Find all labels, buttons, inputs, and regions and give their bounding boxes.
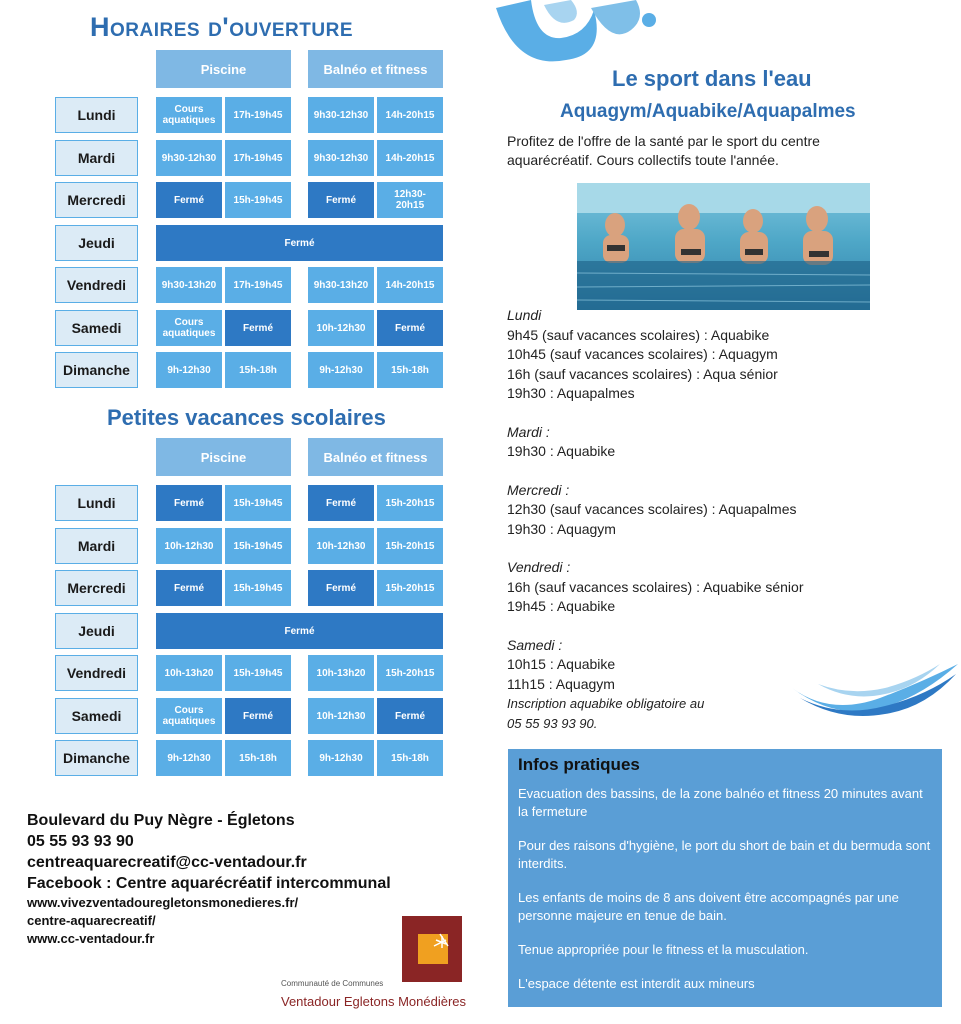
class-schedule: [507, 306, 804, 733]
holidays-title: Petites vacances scolaires: [107, 405, 386, 430]
header-piscine: Piscine: [156, 50, 291, 88]
hours-cell: Fermé: [377, 310, 443, 346]
hours-cell: 15h-20h15: [377, 528, 443, 564]
hours-cell: 9h30-12h30: [156, 140, 222, 176]
day-label: Mardi: [55, 528, 138, 564]
day-label: Samedi: [55, 310, 138, 346]
hours-cell: 15h-19h45: [225, 570, 291, 606]
intro-text: [507, 132, 820, 170]
inscription-note: Inscription aquabike obligatoire au: [507, 696, 705, 711]
hours-cell: Cours aquatiques: [156, 698, 222, 734]
schedule-entry: 16h (sauf vacances scolaires) : Aquabike sénior: [507, 578, 804, 595]
wave-decoration: [790, 658, 960, 720]
infos-pratiques-box: [508, 749, 942, 1007]
address: Boulevard du Puy Nègre - Égletons: [27, 812, 295, 829]
info-relaxation-area: L'espace détente est interdit aux mineurs: [518, 976, 755, 991]
day-label: Dimanche: [55, 740, 138, 776]
hours-cell: 14h-20h15: [377, 97, 443, 133]
phone: 05 55 93 93 90: [27, 833, 134, 850]
sport-subtitle: Aquagym/Aquabike/Aquapalmes: [560, 101, 856, 122]
community-logo: [402, 916, 462, 982]
hours-title: Horaires d'ouverture: [90, 12, 353, 42]
website-1[interactable]: www.vivezventadouregletonsmonedieres.fr/: [27, 895, 299, 910]
hours-cell: Fermé: [156, 485, 222, 521]
day-label: Samedi: [55, 698, 138, 734]
hours-cell: 17h-19h45: [225, 140, 291, 176]
hours-cell: 9h-12h30: [308, 740, 374, 776]
schedule-entry: 16h (sauf vacances scolaires) : Aqua sénior: [507, 365, 778, 382]
logo-caption: Communauté de Communes: [281, 979, 384, 988]
schedule-day: Vendredi :: [507, 559, 571, 575]
day-label: Vendredi: [55, 655, 138, 691]
day-label: Jeudi: [55, 225, 138, 261]
hours-cell: 15h-19h45: [225, 485, 291, 521]
hours-cell: 9h-12h30: [156, 352, 222, 388]
schedule-day-block: [507, 636, 804, 695]
schedule-entry: 19h45 : Aquabike: [507, 598, 616, 614]
hours-cell: 15h-20h15: [377, 570, 443, 606]
sun-rays-icon: [416, 930, 452, 966]
closed-all-day-cell: Fermé: [156, 613, 443, 649]
hours-cell: 17h-19h45: [225, 267, 291, 303]
sport-title: Le sport dans l'eau: [612, 66, 812, 91]
day-label: Mardi: [55, 140, 138, 176]
header-piscine-holidays: Piscine: [156, 438, 291, 476]
hours-cell: 12h30-20h15: [377, 182, 443, 218]
inscription-phone: 05 55 93 93 90.: [507, 715, 598, 731]
hours-cell: 15h-19h45: [225, 182, 291, 218]
schedule-entry: 10h45 (sauf vacances scolaires) : Aquagym: [507, 346, 778, 362]
hours-cell: 17h-19h45: [225, 97, 291, 133]
intro-line-2: aquarécréatif. Cours collectifs toute l'année.: [507, 152, 779, 168]
hours-cell: Fermé: [308, 485, 374, 521]
schedule-day: Lundi: [507, 307, 542, 323]
schedule-day-block: [507, 558, 804, 617]
hours-cell: Fermé: [308, 570, 374, 606]
info-fitness-attire: Tenue appropriée pour le fitness et la musculation.: [518, 942, 809, 957]
schedule-day-block: [507, 306, 804, 404]
hours-cell: 15h-18h: [377, 740, 443, 776]
hours-cell: Cours aquatiques: [156, 97, 222, 133]
day-label: Jeudi: [55, 613, 138, 649]
schedule-entry: 12h30 (sauf vacances scolaires) : Aquapalmes: [507, 501, 797, 517]
hours-cell: 15h-18h: [225, 740, 291, 776]
header-balneo-holidays: Balnéo et fitness: [308, 438, 443, 476]
hours-cell: 15h-20h15: [377, 485, 443, 521]
day-label: Lundi: [55, 97, 138, 133]
logo-name: Ventadour Egletons Monédières: [281, 994, 467, 1009]
hours-cell: 9h-12h30: [308, 352, 374, 388]
schedule-entry: 19h30 : Aquabike: [507, 443, 616, 459]
day-label: Mercredi: [55, 570, 138, 606]
schedule-entry: 11h15 : Aquagym: [507, 675, 615, 692]
hours-cell: Cours aquatiques: [156, 310, 222, 346]
hours-cell: 15h-19h45: [225, 528, 291, 564]
website-3[interactable]: www.cc-ventadour.fr: [27, 931, 155, 946]
hours-cell: Fermé: [225, 310, 291, 346]
day-label: Mercredi: [55, 182, 138, 218]
closed-all-day-cell: Fermé: [156, 225, 443, 261]
schedule-entry: 19h30 : Aquapalmes: [507, 385, 635, 401]
schedule-entry: 9h45 (sauf vacances scolaires) : Aquabike: [507, 326, 770, 343]
hours-cell: Fermé: [377, 698, 443, 734]
hours-cell: 14h-20h15: [377, 267, 443, 303]
infos-title: Infos pratiques: [518, 755, 640, 774]
hours-cell: 10h-12h30: [308, 528, 374, 564]
hours-cell: 10h-13h20: [156, 655, 222, 691]
schedule-day: Mardi :: [507, 423, 550, 440]
hours-cell: Fermé: [225, 698, 291, 734]
hours-cell: 9h30-12h30: [308, 140, 374, 176]
facebook[interactable]: Facebook : Centre aquarécréatif intercommunal: [27, 875, 391, 892]
intro-line-1: Profitez de l'offre de la santé par le sport du centre: [507, 133, 820, 149]
info-hygiene: Pour des raisons d'hygiène, le port du short de bain et du bermuda sont interdits.: [518, 838, 931, 871]
hours-cell: Fermé: [156, 570, 222, 606]
schedule-day: Mercredi :: [507, 481, 570, 498]
day-label: Lundi: [55, 485, 138, 521]
hours-cell: 15h-20h15: [377, 655, 443, 691]
hours-cell: 10h-13h20: [308, 655, 374, 691]
info-children: Les enfants de moins de 8 ans doivent être accompagnés par une personne majeure en tenue de bain.: [518, 890, 899, 923]
day-label: Dimanche: [55, 352, 138, 388]
contact-block: [27, 810, 391, 948]
email[interactable]: centreaquarecreatif@cc-ventadour.fr: [27, 854, 307, 871]
hours-cell: 15h-18h: [225, 352, 291, 388]
website-2[interactable]: centre-aquarecreatif/: [27, 913, 156, 928]
schedule-entry: 19h30 : Aquagym: [507, 520, 616, 537]
hours-cell: 9h30-12h30: [308, 97, 374, 133]
info-evacuation: Evacuation des bassins, de la zone balnéo et fitness 20 minutes avant la fermeture: [518, 786, 923, 819]
hours-cell: 10h-12h30: [308, 310, 374, 346]
hours-cell: 9h30-13h20: [156, 267, 222, 303]
hours-cell: 10h-12h30: [308, 698, 374, 734]
aquabike-photo: [577, 183, 870, 310]
hours-cell: 14h-20h15: [377, 140, 443, 176]
hours-cell: Fermé: [156, 182, 222, 218]
schedule-day-block: [507, 423, 804, 462]
hours-cell: Fermé: [308, 182, 374, 218]
hours-cell: 9h-12h30: [156, 740, 222, 776]
schedule-entry: 10h15 : Aquabike: [507, 656, 616, 672]
day-label: Vendredi: [55, 267, 138, 303]
schedule-day: Samedi :: [507, 636, 563, 653]
hours-cell: 10h-12h30: [156, 528, 222, 564]
hours-cell: 15h-18h: [377, 352, 443, 388]
header-balneo: Balnéo et fitness: [308, 50, 443, 88]
water-splash-decoration: [486, 0, 686, 70]
schedule-day-block: [507, 481, 804, 540]
hours-cell: 15h-19h45: [225, 655, 291, 691]
hours-cell: 9h30-13h20: [308, 267, 374, 303]
